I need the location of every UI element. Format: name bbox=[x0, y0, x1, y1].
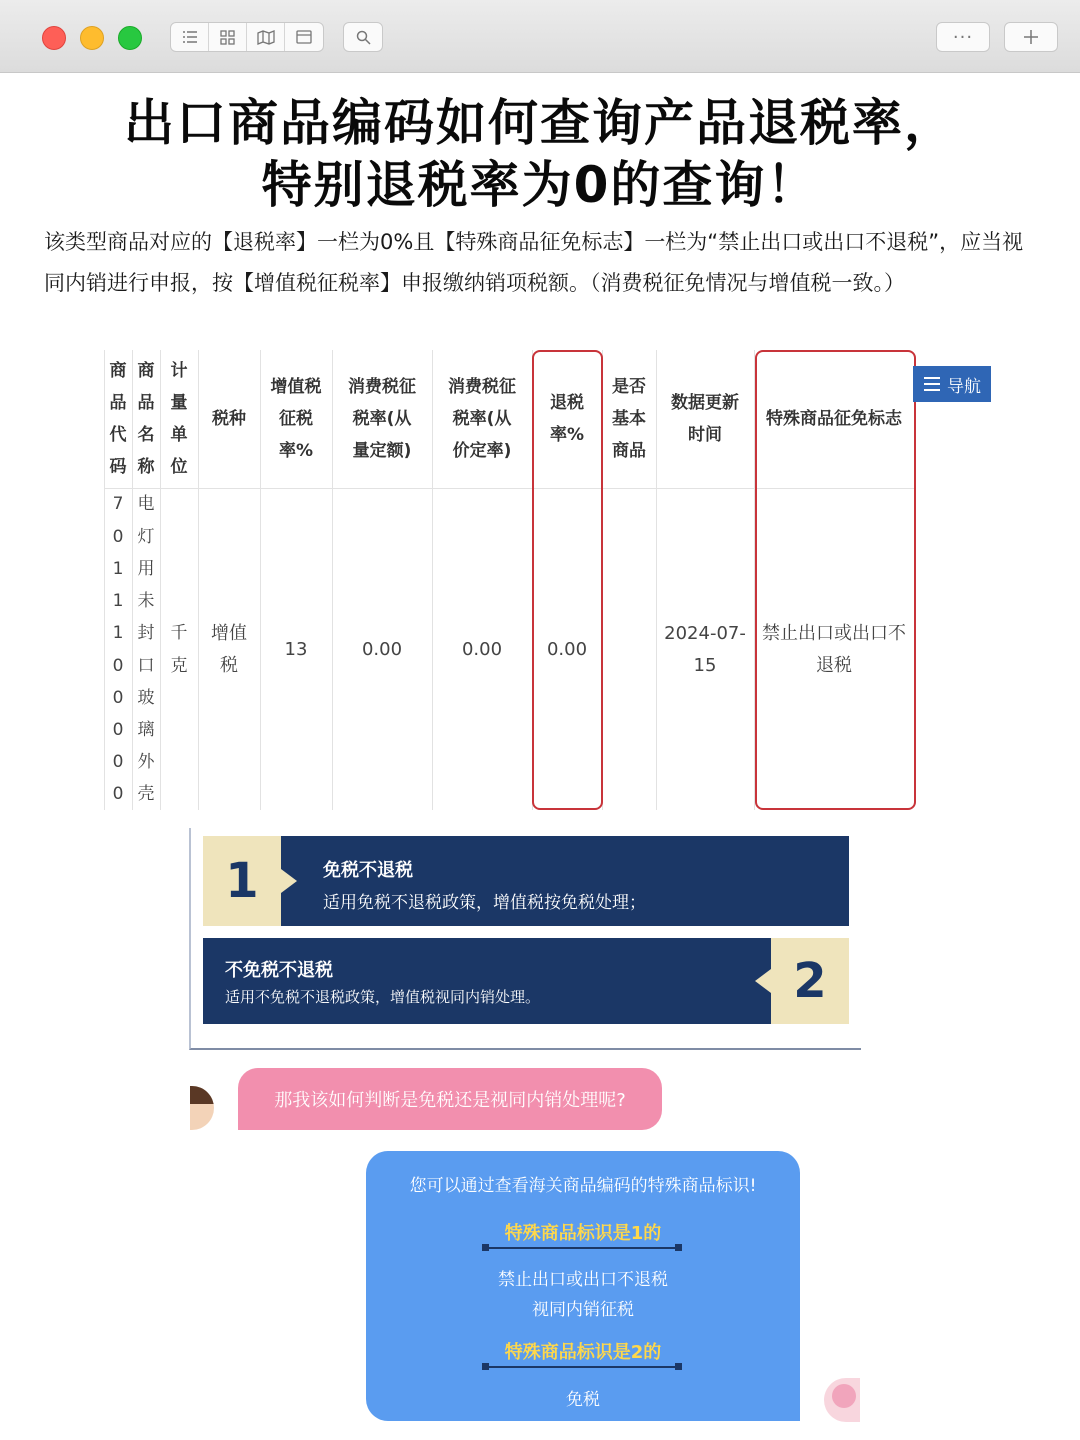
grid-view-button[interactable] bbox=[209, 23, 247, 51]
list-view-button[interactable] bbox=[171, 23, 209, 51]
header-update-time: 数据更新时间 bbox=[671, 393, 739, 445]
refund-rate-highlight bbox=[532, 350, 603, 810]
policy-card-2 bbox=[203, 938, 849, 1024]
cell-update-time: 2024-07-15 bbox=[664, 622, 746, 676]
header-refund-rate: 退税率% bbox=[549, 393, 585, 445]
menu-icon bbox=[923, 376, 941, 392]
cell-vat-rate: 13 bbox=[284, 638, 308, 660]
answer-intro: 您可以通过查看海关商品编码的特殊商品标识! bbox=[409, 1176, 757, 1196]
map-icon bbox=[257, 30, 275, 45]
list-icon bbox=[182, 30, 198, 44]
more-icon: ··· bbox=[952, 26, 974, 48]
cell-name: 电灯用未封口玻璃外壳 bbox=[137, 494, 155, 805]
policy-2-description: 适用不免税不退税政策，增值税视同内销处理。 bbox=[225, 988, 541, 1006]
policy-2-heading: 不免税不退税 bbox=[225, 960, 333, 981]
flag1-line1: 禁止出口或出口不退税 bbox=[498, 1270, 668, 1290]
cell-code: 7011100000 bbox=[112, 494, 124, 805]
cell-consumption-ad-valorem: 0.00 bbox=[461, 638, 503, 660]
search-button[interactable] bbox=[343, 22, 383, 52]
flag1-line2: 视同内销征税 bbox=[532, 1300, 634, 1320]
cell-consumption-specific: 0.00 bbox=[361, 638, 403, 660]
header-tax-type: 税种 bbox=[212, 409, 246, 429]
flag2-heading: 特殊商品标识是2的 bbox=[504, 1342, 662, 1363]
window-titlebar bbox=[0, 0, 1080, 73]
policy-1-number: 1 bbox=[203, 836, 281, 926]
assistant-avatar bbox=[824, 1378, 860, 1422]
policy-1-heading: 免税不退税 bbox=[323, 860, 413, 881]
user-avatar bbox=[190, 1086, 214, 1130]
add-tab-button[interactable] bbox=[1004, 22, 1058, 52]
policy-2-number: 2 bbox=[771, 938, 849, 1024]
header-code: 商品代码 bbox=[109, 360, 127, 478]
arrow-left-icon bbox=[755, 969, 771, 993]
title-line-1: 出口商品编码如何查询产品退税率， bbox=[124, 94, 956, 152]
cell-special-flag: 禁止出口或出口不退税 bbox=[762, 622, 906, 676]
nav-label: 导航 bbox=[947, 376, 981, 397]
window-view-button[interactable] bbox=[285, 23, 323, 51]
flag1-divider bbox=[484, 1247, 680, 1249]
arrow-right-icon bbox=[281, 869, 297, 893]
cell-refund-rate: 0.00 bbox=[546, 638, 588, 660]
answer-bubble bbox=[366, 1151, 800, 1421]
policy-banners bbox=[189, 828, 861, 1050]
header-vat-rate: 增值税征税率% bbox=[270, 377, 322, 461]
tariff-table bbox=[104, 350, 924, 812]
header-consumption-specific: 消费税征税率(从量定额) bbox=[348, 377, 416, 461]
window-icon bbox=[296, 30, 312, 44]
grid-icon bbox=[220, 30, 235, 45]
title-line-2: 特别退税率为0的查询！ bbox=[261, 156, 819, 214]
intro-paragraph: 该类型商品对应的【退税率】一栏为0%且【特殊商品征免标志】一栏为“禁止出口或出口不退税”，应当视同内销进行申报，按【增值税征税率】申报缴纳销项税额。（消费税征免情况与增值税一致。） bbox=[44, 230, 1024, 295]
page-title bbox=[0, 92, 1080, 216]
add-icon bbox=[1023, 29, 1039, 45]
map-view-button[interactable] bbox=[247, 23, 285, 51]
header-basic-product: 是否基本商品 bbox=[612, 377, 646, 461]
question-bubble: 那我该如何判断是免税还是视同内销处理呢? bbox=[238, 1068, 662, 1130]
cell-tax-type: 增值税 bbox=[211, 622, 247, 676]
header-name: 商品名称 bbox=[137, 360, 155, 478]
more-button[interactable] bbox=[936, 22, 990, 52]
flag2-line1: 免税 bbox=[566, 1390, 600, 1410]
zoom-window-button[interactable] bbox=[118, 26, 142, 50]
header-special-flag: 特殊商品征免标志 bbox=[766, 409, 902, 429]
header-consumption-ad-valorem: 消费税征税率(从价定率) bbox=[448, 377, 516, 461]
cell-unit: 千克 bbox=[170, 623, 188, 676]
close-window-button[interactable] bbox=[42, 26, 66, 50]
cell-basic-product bbox=[602, 489, 656, 810]
view-toolbar bbox=[170, 22, 324, 52]
policy-1-description: 适用免税不退税政策，增值税按免税处理； bbox=[323, 893, 646, 913]
search-icon bbox=[356, 30, 371, 45]
minimize-window-button[interactable] bbox=[80, 26, 104, 50]
header-unit: 计量单位 bbox=[170, 360, 188, 478]
flag2-divider bbox=[484, 1366, 680, 1368]
nav-button[interactable] bbox=[913, 366, 991, 402]
policy-card-1 bbox=[203, 836, 849, 926]
flag1-heading: 特殊商品标识是1的 bbox=[504, 1223, 662, 1244]
special-flag-highlight bbox=[755, 350, 916, 810]
